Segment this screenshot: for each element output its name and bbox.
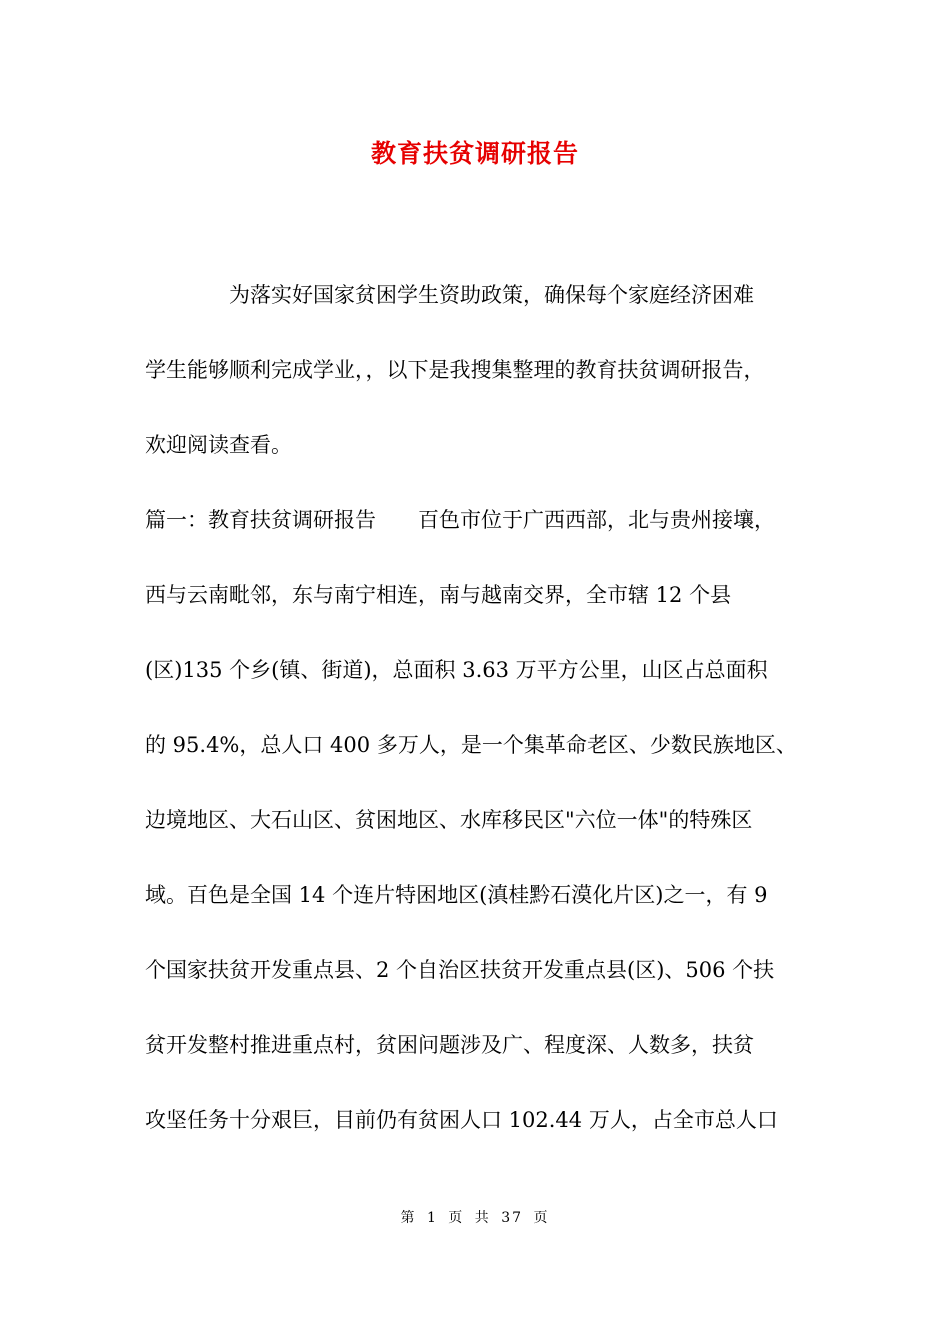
paragraph-2-line-9: 攻坚任务十分艰巨，目前仍有贫困人口 102.44 万人，占全市总人口 [145, 1108, 778, 1132]
paragraph-2-line-3: (区)135 个乡(镇、街道)，总面积 3.63 万平方公里，山区占总面积 [145, 658, 768, 682]
paragraph-2-line-5: 边境地区、大石山区、贫困地区、水库移民区"六位一体"的特殊区 [145, 808, 753, 832]
paragraph-2-line-8: 贫开发整村推进重点村，贫困问题涉及广、程度深、人数多，扶贫 [145, 1033, 754, 1057]
paragraph-1-line-2: 学生能够顺利完成学业，，以下是我搜集整理的教育扶贫调研报告， [145, 358, 765, 382]
paragraph-2-line-4: 的 95.4%，总人口 400 多万人，是一个集革命老区、少数民族地区、 [145, 733, 797, 757]
section-heading: 篇一：教育扶贫调研报告 [145, 508, 376, 532]
document-body [145, 258, 810, 1158]
paragraph-1-line-1: 为落实好国家贫困学生资助政策，确保每个家庭经济困难 [229, 283, 754, 307]
paragraph-1-line-3: 欢迎阅读查看。 [145, 433, 292, 457]
paragraph-2-line-1-text: 百色市位于广西西部，北与贵州接壤， [418, 508, 775, 532]
paragraph-2-line-1 [145, 483, 810, 558]
paragraph-2-line-6: 域。百色是全国 14 个连片特困地区(滇桂黔石漠化片区)之一，有 9 [145, 883, 768, 907]
page-footer: 第 1 页 共 37 页 [400, 1210, 550, 1226]
paragraph-2-line-7: 个国家扶贫开发重点县、2 个自治区扶贫开发重点县(区)、506 个扶 [145, 958, 775, 982]
paragraph-2-line-2: 西与云南毗邻，东与南宁相连，南与越南交界，全市辖 12 个县 [145, 583, 732, 607]
document-title: 教育扶贫调研报告 [370, 139, 579, 168]
